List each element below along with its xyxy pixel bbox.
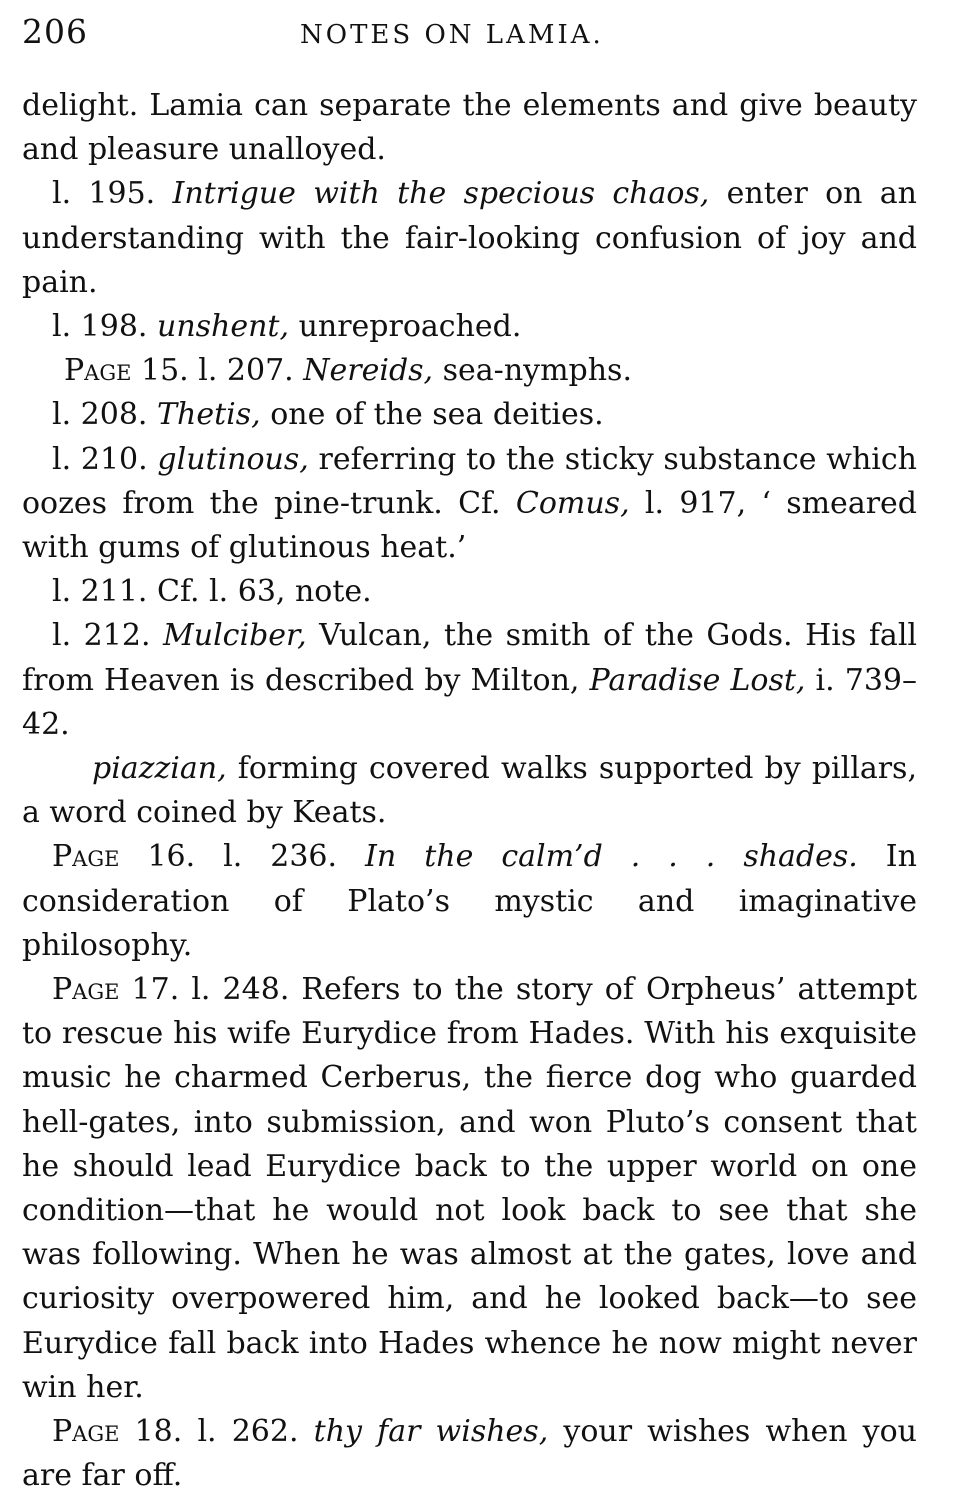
note-text: l. 198. [52,309,157,345]
italic-term: Mulciber, [163,618,307,654]
note-text: referring to the sticky substance which oozes from the pine-trunk. Cf. [22,441,918,521]
italic-term: unshent, [157,309,290,345]
italic-term: thy far wishes, [313,1414,549,1450]
italic-term: Intrigue with the specious chaos, [172,176,710,212]
page-ref-label: Page [64,353,132,389]
italic-term: Comus, [515,485,630,521]
note-text: l. 210. [52,441,158,477]
note-text: delight. Lamia can separate the elements and give beauty and pleasure unalloyed. [22,88,917,168]
italic-term: Nereids, [303,353,434,389]
italic-term: glutinous, [157,441,309,477]
note-text: unreproached. [289,309,522,345]
note-paragraph [22,349,917,393]
note-text: 17. l. 248. Refers to the story of Orpheus’ attempt to rescue his wife Eurydice from Hades. With his exquisite music he charmed Cerberus, the fierce dog who guarded hell-gates, into submission, and won Pluto’s consent that he should lead Eurydice back to the upper world on one condition—that he would not look back to see that she was following. When he was almost at the gates, love and curiosity overpowered him, and he looked back—to see Eurydice fall back into Hades whence he now might never win her. [22,972,917,1405]
note-text: l. 917, ‘ smeared with gums of glutinous heat.’ [22,485,917,566]
note-paragraph [22,747,917,835]
note-paragraph [22,438,917,571]
note-text: forming covered walks supported by pillars, a word coined by Keats. [22,751,917,831]
notes-body [22,84,917,1499]
note-text: l. 195. [52,176,173,212]
running-title: NOTES ON LAMIA. [300,20,604,50]
note-paragraph [22,614,917,747]
note-text: one of the sea deities. [260,397,604,433]
note-paragraph [22,570,917,614]
note-text: i. 739–42. [22,662,918,742]
note-paragraph [22,393,917,437]
note-text: sea-nymphs. [433,353,632,389]
italic-term: piazzian, [92,751,227,787]
page-ref-label: Page [52,1414,120,1450]
note-text: l. 211. Cf. l. 63, note. [52,574,372,610]
note-text: In consideration of Plato’s mystic and imaginative philosophy. [22,839,917,963]
note-text: enter on an understanding with the fair-looking confusion of joy and pain. [22,176,917,300]
note-paragraph [22,968,917,1410]
page-ref-label: Page [52,972,120,1008]
note-paragraph [22,1410,917,1498]
page-ref-label: Page [52,839,120,875]
note-text: your wishes when you are far off. [22,1414,917,1494]
note-paragraph [22,84,917,172]
note-text: l. 212. [52,618,164,654]
note-text: Vulcan, the smith of the Gods. His fall from Heaven is described by Milton, [22,618,918,698]
italic-term: Thetis, [157,397,261,433]
note-text: 16. l. 236. [119,839,366,875]
note-paragraph [22,172,917,305]
note-text: l. 208. [52,397,157,433]
italic-term: Paradise Lost, [589,662,806,698]
running-header [22,12,922,62]
note-paragraph [22,305,917,349]
italic-term: In the calm’d . . . shades. [365,839,858,875]
note-text: 15. l. 207. [131,353,304,389]
page-number: 206 [22,12,88,51]
note-text: 18. l. 262. [119,1414,314,1450]
note-paragraph [22,835,917,968]
